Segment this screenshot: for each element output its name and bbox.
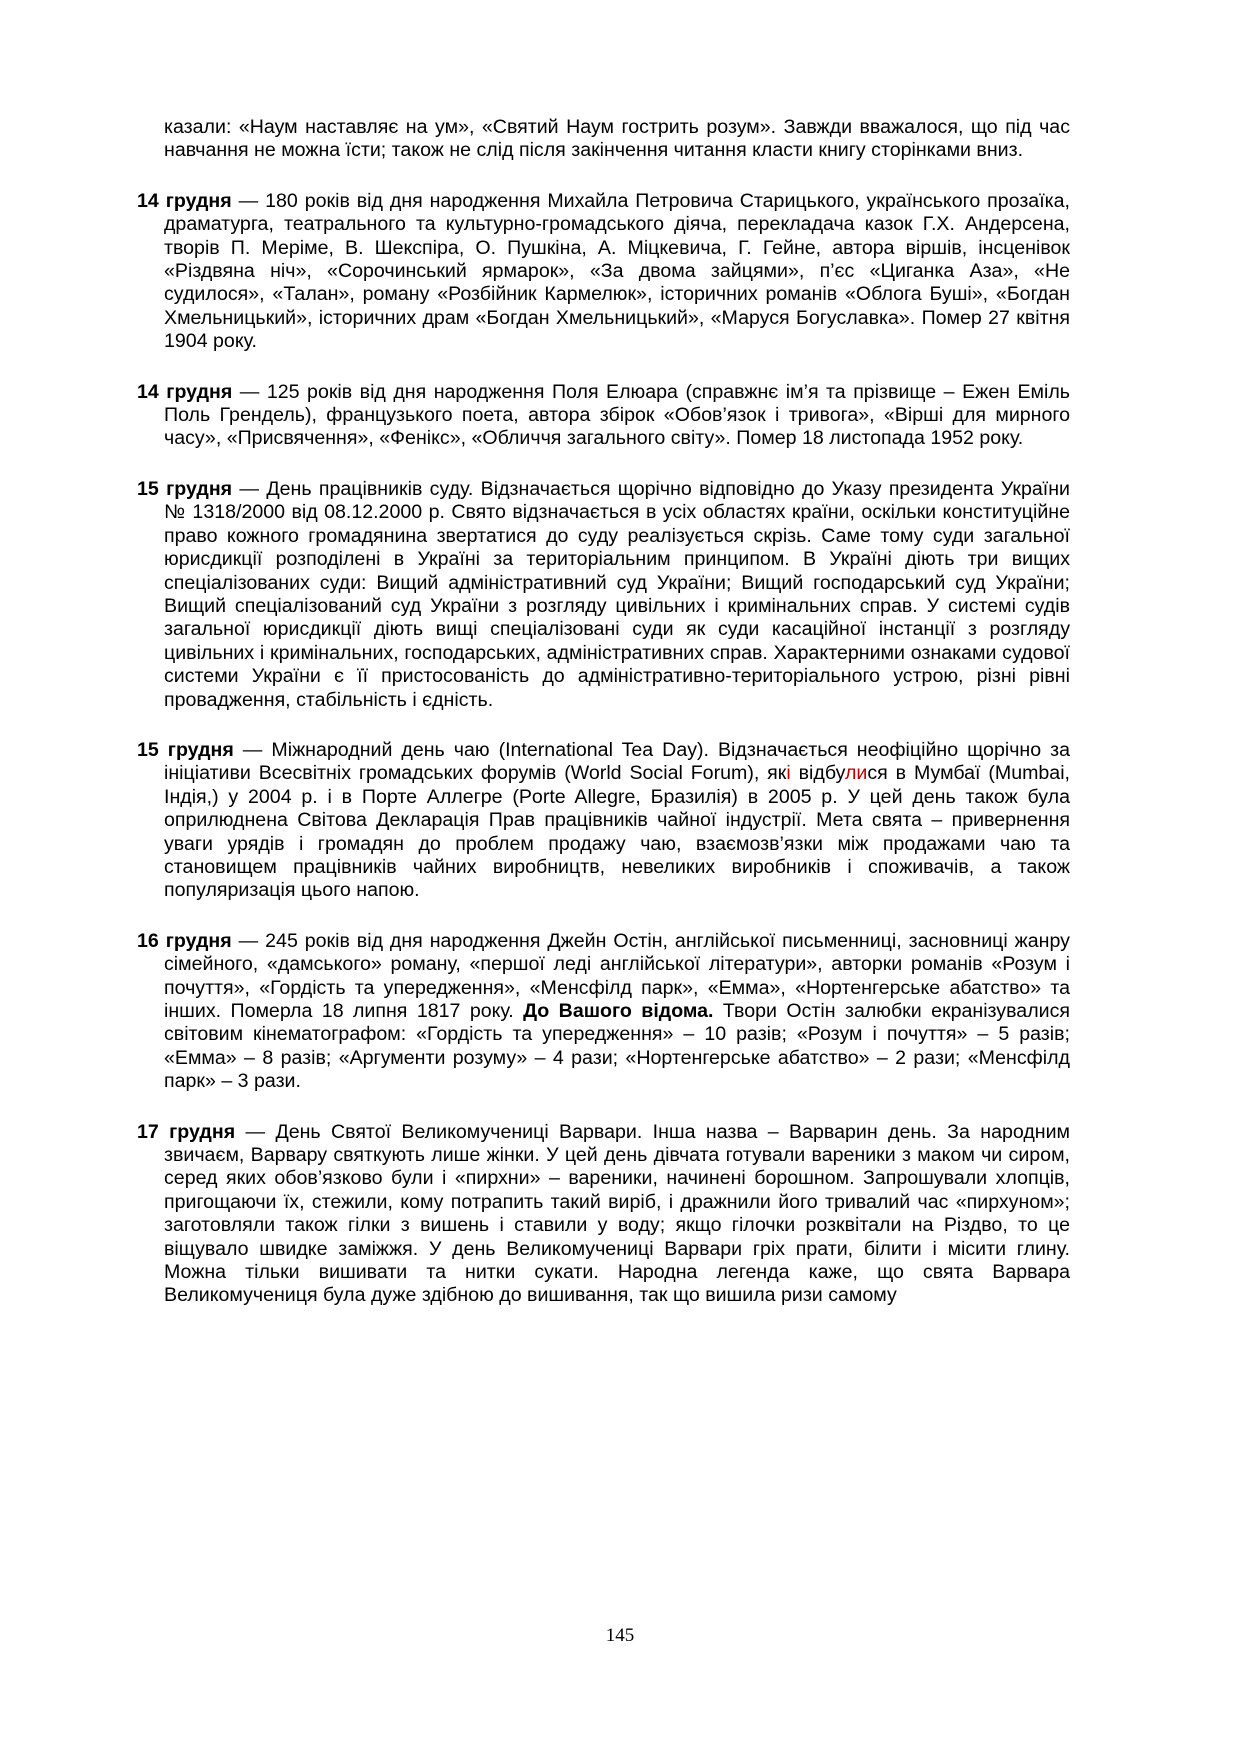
entry-text: — 245 років від дня народження Джейн Остін, англійської письменниці, засновниці жанру сімейного, «дамського» роману, «першої леді англійської літератури», авторки романів «Розум і почуття», «Гордість та упередження», «Менсфілд парк», «Емма», «Нортенгерське абатство» та інших. Померла 18 липня 1817 року. (164, 929, 1070, 1022)
entry-text: — День Святої Великомучениці Варвари. Інша назва – Варварин день. За народним звичаєм, Варвару святкують лише жінки. У цей день дівчата готували вареники з маком чи сиром, серед яких обов’язково були і «пирхни» – вареники, начинені борошном. Запрошували хлопців, пригощаючи їх, стежили, кому потрапить такий виріб, і дражнили його тривалий час «пирхуном»; заготовляли також гілки з вишень і ставили у воду; якщо гілочки розквітали на Різдво, то це віщувало швидке заміжжя. У день Великомучениці Варвари гріх прати, білити і місити глину. Можна тільки вишивати та нитки сукати. Народна легенда каже, що свята Варвара Великомучениця була дуже здібною до вишивання, так що вишила ризи самому (164, 1120, 1070, 1307)
calendar-entry (137, 190, 1070, 354)
entry-text: відбу (790, 762, 845, 785)
continued-paragraph (137, 116, 1070, 163)
calendar-entry (137, 930, 1070, 1094)
calendar-entry (137, 478, 1070, 712)
entry-text: Твори Остін залюбки екранізувалися світовим кінематографом: «Гордість та упередження» – 10 разів; «Розум і почуття» – 5 разів; «Емма» – 8 разів; «Аргументи розуму» – 4 рази; «Нортенгерське абатство» – 2 рази; «Менсфілд парк» – 3 рази. (164, 1000, 1070, 1093)
calendar-entry (137, 381, 1070, 451)
entry-text: — 180 років від дня народження Михайла Петровича Старицького, українського прозаїка, драматурга, театрального та культурно-громадського діяча, перекладача казок Г.Х. Андерсена, творів П. Меріме, В. Шекспіра, О. Пушкіна, А. Міцкевича, Г. Гейне, автора віршів, інсценівок «Різдвяна ніч», «Сорочинський ярмарок», «За двома зайцями», п’єс «Циганка Аза», «Не судилося», «Талан», роману «Розбійник Кармелюк», історичних романів «Облога Буші», «Богдан Хмельницький», історичних драм «Богдан Хмельницький», «Маруся Богуславка». Помер 27 квітня 1904 року. (164, 189, 1070, 353)
highlighted-text: і (786, 762, 791, 785)
entry-text: — 125 років від дня народження Поля Елюара (справжнє ім’я та прізвище – Ежен Еміль Поль Грендель), французького поета, автора збірок «Обов’язок і тривога», «Вірші для мирного часу», «Присвячення», «Фенікс», «Обличчя загального світу». Помер 18 листопада 1952 року. (164, 380, 1070, 450)
calendar-entry (137, 739, 1070, 903)
entry-text: ся в Мумбаї (Mumbai, Індія,) у 2004 р. і в Порте Аллегре (Porte Allegre, Бразилія) в 2005 р. У цей день також була оприлюднена Світова Декларація Прав працівників чайної індустрії. Мета свята – привернення уваги урядів і громадян до проблем продажу чаю, взаємозв’язки між продажами чаю та становищем працівників чайних виробництв, невеликих виробників і споживачів, а також популяризація цього напою. (164, 762, 1070, 902)
page-number: 145 (605, 1625, 635, 1646)
entry-date: 14 грудня (137, 189, 232, 212)
page-content (137, 116, 1070, 1335)
entry-text: — Міжнародний день чаю (International Tea Day). Відзначається неофіційно щорічно за ініціативи Всесвітніх громадських форумів (World Social Forum), як (164, 738, 1070, 785)
entry-date: 14 грудня (137, 380, 233, 403)
entry-date: 17 грудня (137, 1120, 236, 1143)
entry-text: — День працівників суду. Відзначається щорічно відповідно до Указу президента України № 1318/2000 від 08.12.2000 р. Свято відзначається в усіх областях країни, оскільки конституційне право кожного громадянина звертатися до суду реалізується скрізь. Саме тому суди загальної юрисдикції розподілені в Україні за територіальним принципом. В Україні діють три вищих спеціалізованих суди: Вищий адміністративний суд України; Вищий господарський суд України; Вищий спеціалізований суд України з розгляду цивільних і кримінальних справ. У системі судів загальної юрисдикції діють вищі спеціалізовані суди як суди касаційної інстанції з розгляду цивільних і кримінальних, господарських, адміністративних справ. Характерними ознаками судової системи України є її пристосованість до адміністративно-територіального устрою, різні рівні провадження, стабільність і єдність. (164, 477, 1070, 711)
highlighted-text: ли (844, 762, 868, 785)
entry-date: 16 грудня (137, 929, 232, 952)
entry-date: 15 грудня (137, 738, 234, 761)
note-heading: До Вашого відома. (523, 1000, 714, 1022)
calendar-entry (137, 1121, 1070, 1308)
entry-date: 15 грудня (137, 477, 233, 500)
paragraph-text: казали: «Наум наставляє на ум», «Святий Наум гострить розум». Завжди вважалося, що під час навчання не можна їсти; також не слід після закінчення читання класти книгу сторінками вниз. (164, 116, 1070, 162)
